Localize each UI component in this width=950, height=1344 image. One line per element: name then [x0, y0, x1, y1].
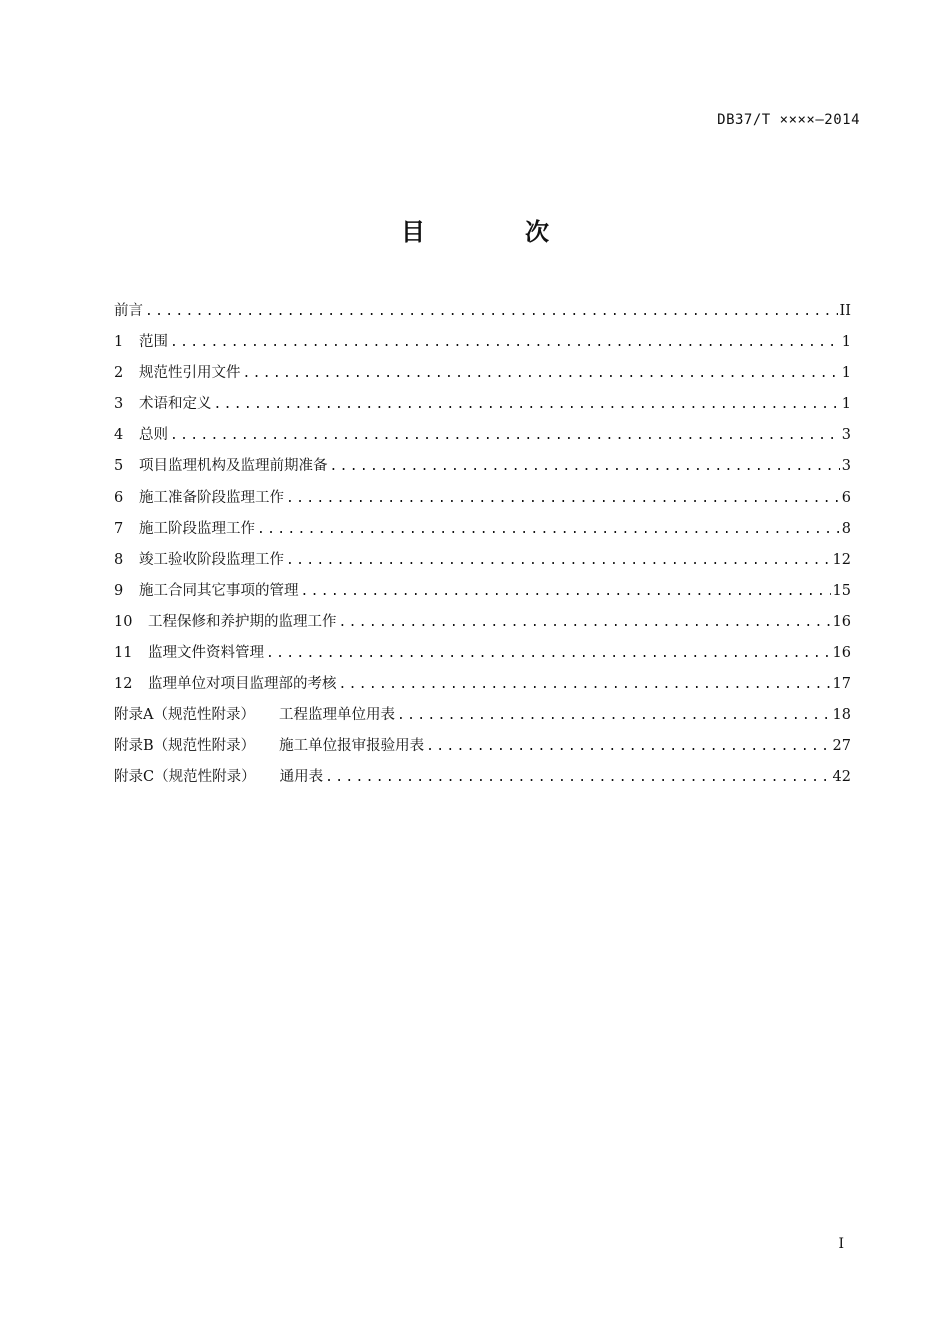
toc-leader-dots [339, 607, 831, 638]
toc-entry-label [114, 731, 424, 762]
toc-leader-dots [325, 762, 830, 793]
toc-entry-page: 1 [841, 396, 851, 413]
toc-leader-dots [426, 731, 830, 762]
annex-label: 附录B（规范性附录） [114, 738, 256, 755]
toc-entry-page: 18 [832, 707, 851, 724]
toc-leader-dots [266, 638, 831, 669]
toc-leader-dots [339, 669, 831, 700]
toc-entry-annex-a[interactable] [114, 700, 851, 731]
toc-entry-page: 12 [832, 551, 851, 568]
toc-entry-page: 8 [841, 520, 851, 537]
toc-entry-3[interactable] [114, 389, 851, 420]
toc-leader-dots [330, 451, 840, 482]
toc-title-left: 目 [401, 218, 425, 246]
toc-list [114, 296, 851, 794]
toc-entry-number: 9 [114, 582, 124, 599]
toc-entry-6[interactable] [114, 483, 851, 514]
toc-entry-number: 1 [114, 334, 124, 351]
toc-entry-number: 7 [114, 520, 124, 537]
toc-leader-dots [286, 545, 831, 576]
toc-entry-label: 总则 [139, 427, 168, 444]
toc-entry-page: 3 [841, 427, 851, 444]
toc-entry-label: 施工准备阶段监理工作 [139, 489, 284, 506]
toc-entry-page: 16 [832, 613, 851, 630]
toc-entry-label: 工程保修和养护期的监理工作 [148, 613, 337, 630]
toc-entry-number: 2 [114, 365, 124, 382]
toc-entry-11[interactable] [114, 638, 851, 669]
toc-leader-dots [214, 389, 840, 420]
toc-entry-page: 1 [841, 365, 851, 382]
toc-leader-dots [243, 358, 840, 389]
toc-entry-5[interactable] [114, 451, 851, 482]
toc-entry-page: 15 [832, 582, 851, 599]
page-number: I [838, 1236, 844, 1252]
toc-entry-4[interactable] [114, 420, 851, 451]
toc-entry-label: 范围 [139, 334, 168, 351]
toc-entry-number: 6 [114, 489, 124, 506]
toc-entry-2[interactable] [114, 358, 851, 389]
toc-entry-label: 规范性引用文件 [139, 365, 241, 382]
toc-entry-foreword[interactable] [114, 296, 851, 327]
annex-title: 施工单位报审报验用表 [279, 738, 425, 755]
toc-leader-dots [170, 420, 840, 451]
toc-entry-page: 16 [832, 645, 851, 662]
toc-entry-annex-b[interactable] [114, 731, 851, 762]
toc-entry-number: 4 [114, 427, 124, 444]
standard-code: DB37/T ××××—2014 [717, 112, 860, 128]
toc-entry-number: 10 [114, 613, 133, 630]
annex-title: 工程监理单位用表 [278, 707, 395, 724]
toc-leader-dots [145, 296, 838, 327]
toc-leader-dots [301, 576, 831, 607]
toc-entry-label: 施工合同其它事项的管理 [139, 582, 299, 599]
toc-leader-dots [397, 700, 831, 731]
toc-entry-7[interactable] [114, 514, 851, 545]
toc-entry-label: 项目监理机构及监理前期准备 [139, 458, 328, 475]
toc-entry-page: 17 [832, 676, 851, 693]
toc-leader-dots [257, 514, 840, 545]
annex-title: 通用表 [279, 769, 324, 786]
toc-entry-label [114, 700, 395, 731]
toc-entry-page: 1 [841, 334, 851, 351]
annex-label: 附录A（规范性附录） [114, 707, 255, 724]
toc-entry-10[interactable] [114, 607, 851, 638]
toc-entry-page: 3 [841, 458, 851, 475]
toc-entry-number: 8 [114, 551, 124, 568]
toc-title-right: 次 [525, 218, 549, 246]
toc-leader-dots [170, 327, 840, 358]
toc-entry-page: 6 [841, 489, 851, 506]
toc-entry-label: 监理单位对项目监理部的考核 [148, 676, 337, 693]
annex-label: 附录C（规范性附录） [114, 769, 256, 786]
toc-entry-12[interactable] [114, 669, 851, 700]
toc-entry-1[interactable] [114, 327, 851, 358]
toc-entry-label: 竣工验收阶段监理工作 [139, 551, 284, 568]
toc-entry-annex-c[interactable] [114, 762, 851, 793]
toc-entry-number: 3 [114, 396, 124, 413]
toc-entry-8[interactable] [114, 545, 851, 576]
toc-entry-page: 27 [832, 738, 851, 755]
toc-entry-9[interactable] [114, 576, 851, 607]
toc-entry-label: 监理文件资料管理 [148, 645, 264, 662]
toc-entry-label: 术语和定义 [139, 396, 212, 413]
toc-entry-number: 11 [114, 645, 133, 662]
toc-entry-page: II [839, 303, 851, 319]
toc-entry-number: 5 [114, 458, 124, 475]
toc-entry-label: 前言 [114, 303, 143, 319]
toc-entry-label [114, 762, 323, 793]
toc-entry-label: 施工阶段监理工作 [139, 520, 255, 537]
toc-title [0, 212, 950, 247]
toc-leader-dots [286, 483, 840, 514]
toc-entry-number: 12 [114, 676, 133, 693]
toc-entry-page: 42 [832, 769, 851, 786]
